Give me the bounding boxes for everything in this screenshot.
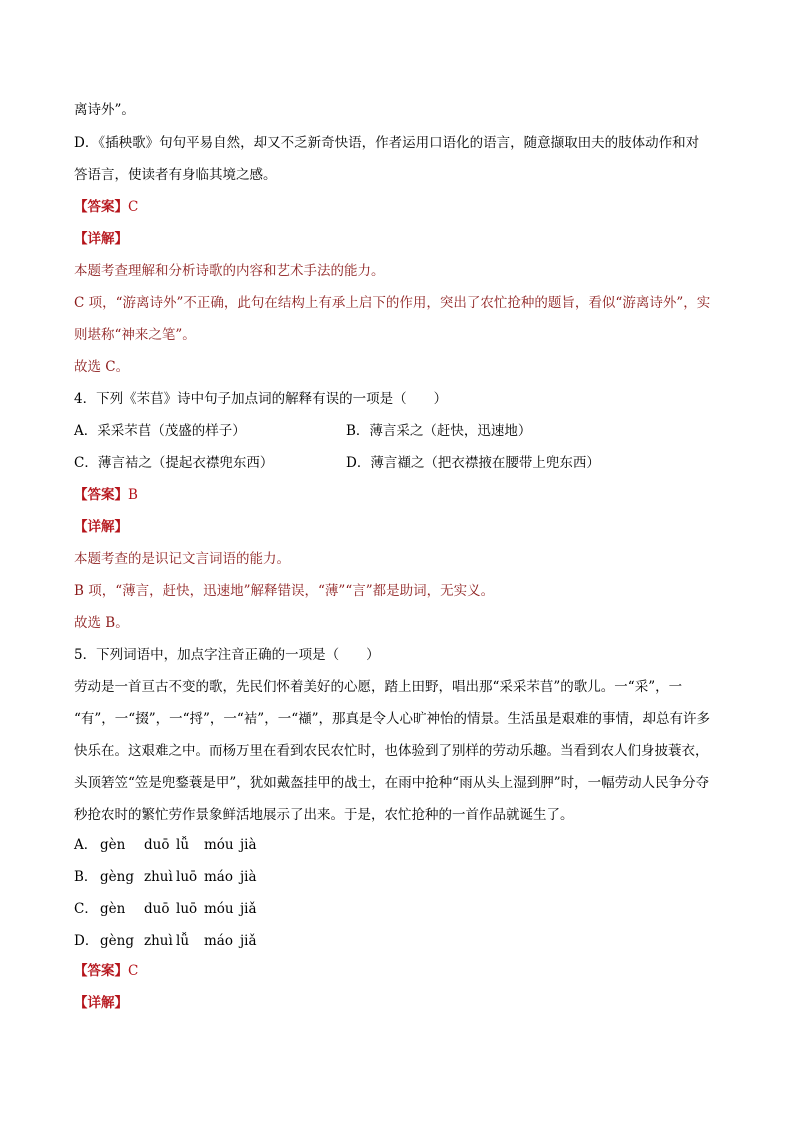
passage-line: 秒抢农时的繁忙劳作景象鲜活地展示了出来。于是，农忙抢种的一首作品就诞生了。 xyxy=(74,807,574,823)
pinyin-item: máo xyxy=(204,933,233,949)
detail-label: 【详解】 xyxy=(74,995,128,1011)
answer-label: 【答案】 xyxy=(74,963,128,979)
detail-label: 【详解】 xyxy=(74,519,128,535)
option-key: A． xyxy=(74,837,98,853)
answer-value: C xyxy=(128,199,139,215)
pinyin-item: jiǎ xyxy=(240,933,257,949)
option-d: D．薄言襭之（把衣襟掖在腰带上兜东西） xyxy=(346,455,600,471)
text-line: 答语言，使读者有身临其境之感。 xyxy=(74,167,277,183)
pinyin-item: móu xyxy=(204,837,234,853)
option-b: B．薄言采之（赶快，迅速地） xyxy=(346,423,532,439)
question-4: 4．下列《芣苢》诗中句子加点词的解释有误的一项是（ ） xyxy=(74,391,448,407)
pinyin-item: gèn xyxy=(100,837,126,853)
answer-label: 【答案】 xyxy=(74,487,128,503)
pinyin-item: lǚ xyxy=(176,933,190,949)
passage-line: 头顶箬笠“笠是兜鍪蓑是甲”，犹如戴盔挂甲的战士，在雨中抢种“雨从头上湿到胛”时，一幅劳动人民争分夺 xyxy=(74,775,710,791)
text-line: 离诗外”。 xyxy=(74,102,135,118)
passage-line: “有”，一“掇”，一“捋”，一“袺”，一“襭”，那真是令人心旷神怡的情景。生活虽是艰难的事情，却总有许多 xyxy=(74,711,711,727)
pinyin-item: jià xyxy=(240,837,257,853)
conclusion-line: 故选 C。 xyxy=(74,359,130,375)
pinyin-item: luō xyxy=(176,901,198,917)
pinyin-item: máo xyxy=(204,869,233,885)
pinyin-item: luō xyxy=(176,869,198,885)
answer-q3 xyxy=(74,197,734,217)
pinyin-item: gèng xyxy=(100,869,134,885)
answer-label: 【答案】 xyxy=(74,199,128,215)
explanation-line: B 项，“薄言，赶快，迅速地”解释错误，“薄”“言”都是助词，无实义。 xyxy=(74,583,495,599)
passage-line: 快乐在。这艰难之中。而杨万里在看到农民农忙时，也体验到了别样的劳动乐趣。当看到农人们身披蓑衣， xyxy=(74,743,709,759)
explanation-line: 本题考查的是识记文言词语的能力。 xyxy=(74,551,290,567)
explanation-line: 则堪称“神来之笔”。 xyxy=(74,327,196,343)
detail-label-q5 xyxy=(74,993,734,1013)
option-key: B． xyxy=(74,869,98,885)
option-key: C． xyxy=(74,901,98,917)
option-d-q3: D．《插秧歌》句句平易自然，却又不乏新奇快语，作者运用口语化的语言，随意撷取田夫的肢体动作和对 xyxy=(74,135,700,151)
conclusion-line: 故选 B。 xyxy=(74,615,129,631)
pinyin-item: duō xyxy=(144,837,170,853)
pinyin-item: zhuì xyxy=(144,869,173,885)
detail-label-q4 xyxy=(74,517,734,537)
pinyin-item: zhuì xyxy=(144,933,173,949)
option-key: D． xyxy=(74,933,99,949)
pinyin-item: jià xyxy=(240,869,257,885)
pinyin-item: jiǎ xyxy=(240,901,257,917)
answer-q5 xyxy=(74,961,734,981)
explanation-line: C 项，“游离诗外”不正确，此句在结构上有承上启下的作用，突出了农忙抢种的题旨，看似“游离诗外”，实 xyxy=(74,295,711,311)
answer-q4 xyxy=(74,485,734,505)
answer-value: C xyxy=(128,963,139,979)
option-c: C．薄言袺之（提起衣襟兜东西） xyxy=(74,455,274,471)
pinyin-item: gèn xyxy=(100,901,126,917)
pinyin-item: duō xyxy=(144,901,170,917)
detail-label-q3 xyxy=(74,229,734,249)
passage-line: 劳动是一首亘古不变的歌，先民们怀着美好的心愿，踏上田野，唱出那“采采芣苢”的歌儿。一“采”，一 xyxy=(74,679,683,695)
explanation-line: 本题考查理解和分析诗歌的内容和艺术手法的能力。 xyxy=(74,263,385,279)
answer-value: B xyxy=(128,487,138,503)
pinyin-item: lǚ xyxy=(176,837,190,853)
question-5: 5．下列词语中，加点字注音正确的一项是（ ） xyxy=(74,647,380,663)
option-a: A．采采芣苢（茂盛的样子） xyxy=(74,423,246,439)
detail-label: 【详解】 xyxy=(74,231,128,247)
pinyin-item: gèng xyxy=(100,933,134,949)
pinyin-item: móu xyxy=(204,901,234,917)
